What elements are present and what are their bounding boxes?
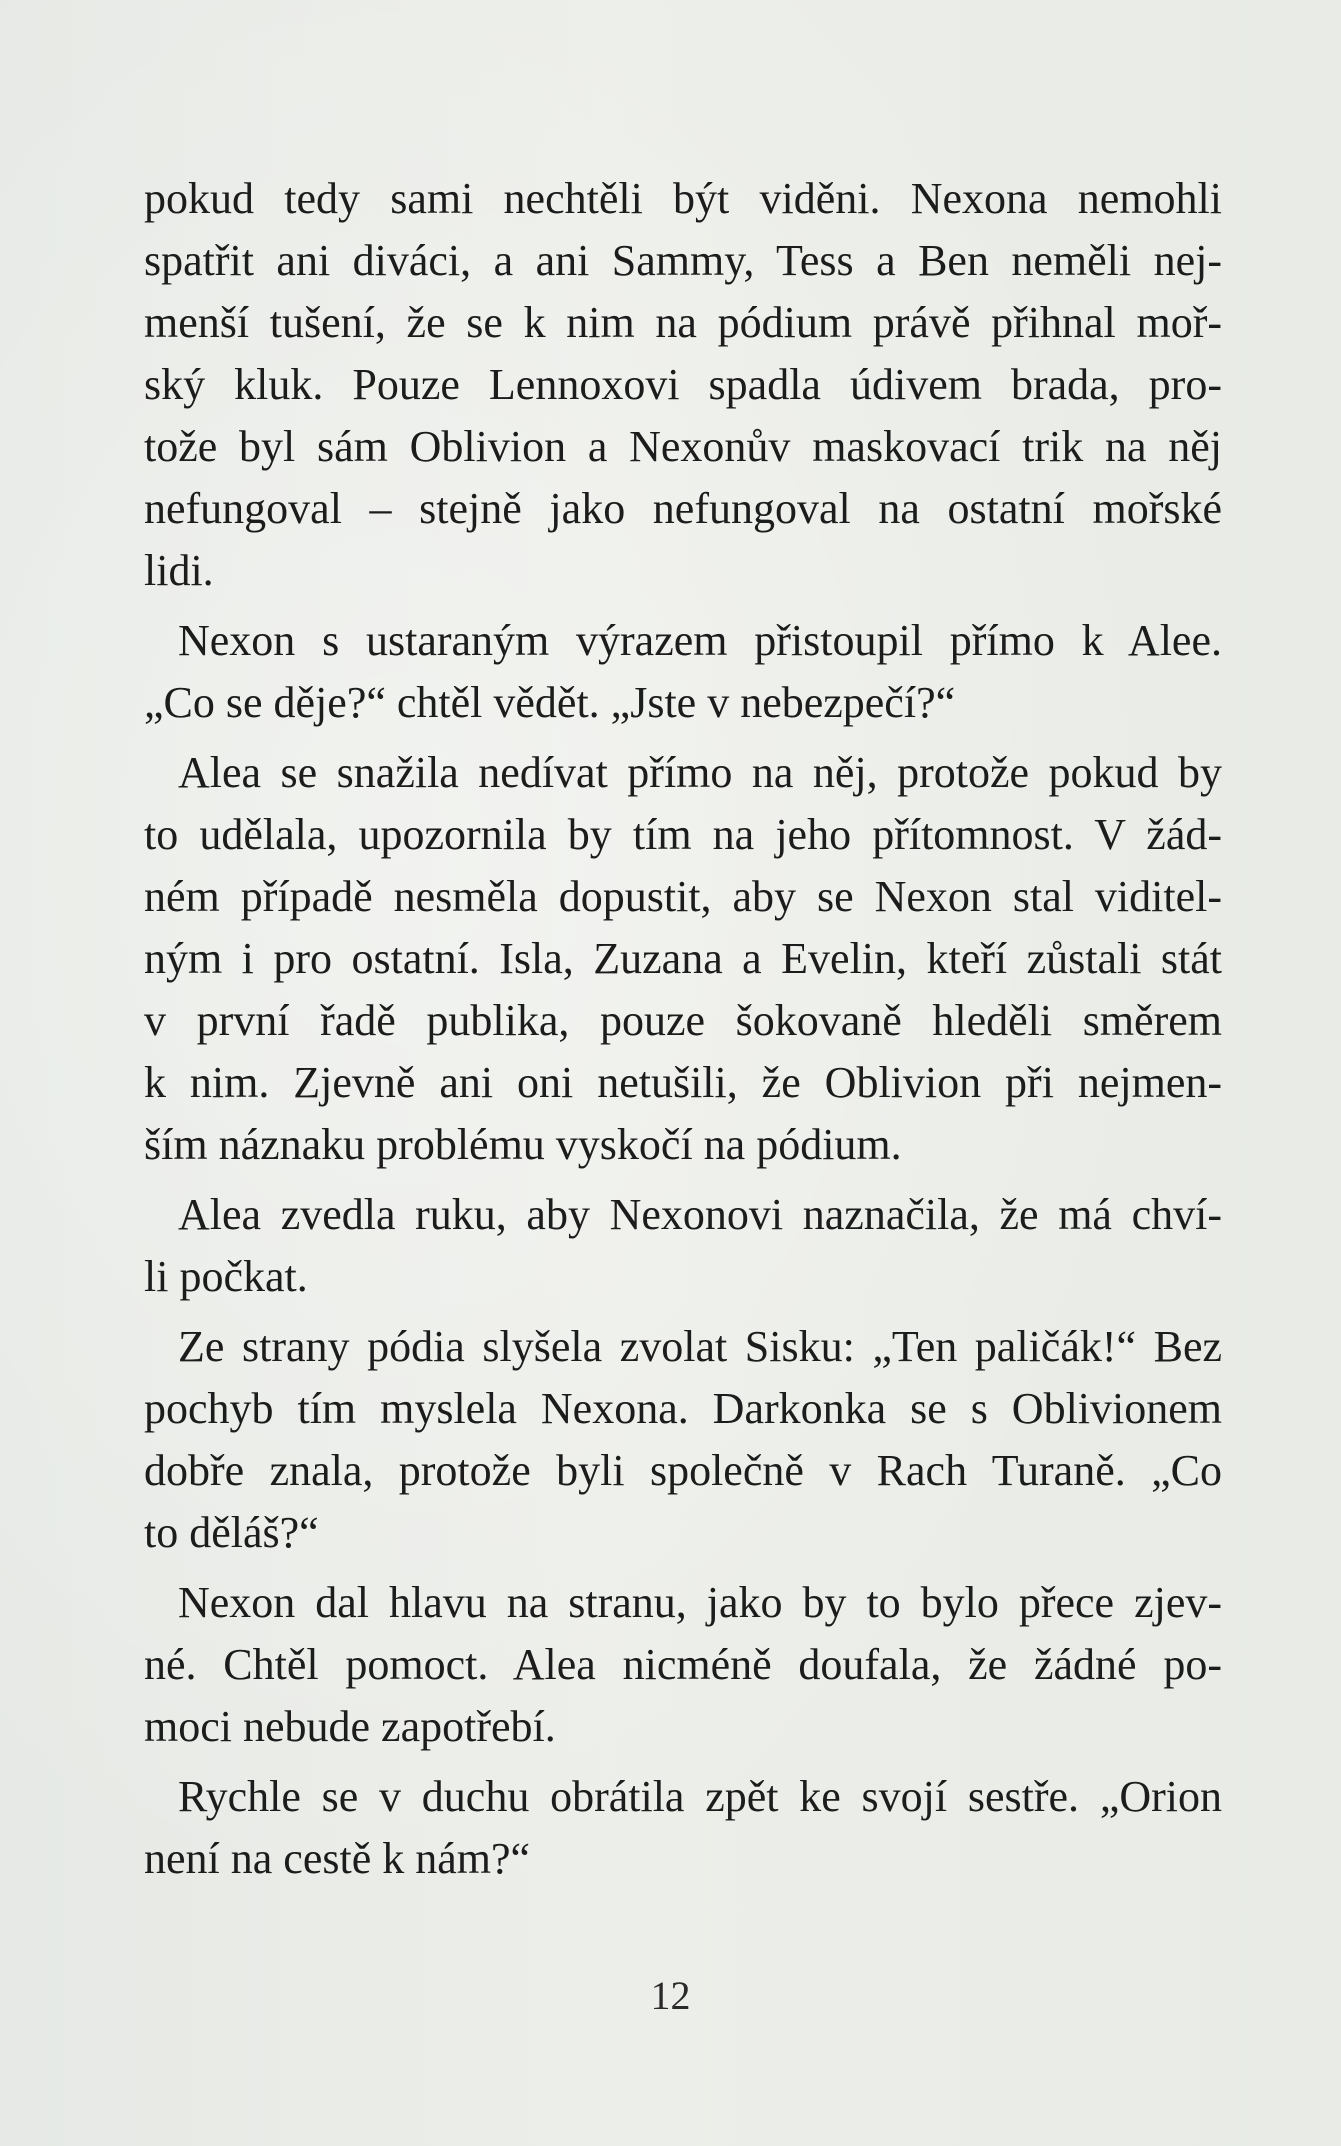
text-line: pochyb tím myslela Nexona. Darkonka se s Oblivionem <box>144 1384 1222 1433</box>
text-line: Ze strany pódia slyšela zvolat Sisku: „Ten paličák!“ Bez <box>178 1322 1222 1371</box>
text-line: ným i pro ostatní. Isla, Zuzana a Evelin, kteří zůstali stát <box>144 934 1222 983</box>
paragraph <box>144 1316 1222 1564</box>
text-line: nefungoval – stejně jako nefungoval na ostatní mořské <box>144 484 1222 533</box>
text-line: menší tušení, že se k nim na pódium právě přihnal moř- <box>144 298 1222 347</box>
text-line: ský kluk. Pouze Lennoxovi spadla údivem brada, pro- <box>144 360 1222 409</box>
paragraph <box>144 742 1222 1176</box>
text-line: né. Chtěl pomoct. Alea nicméně doufala, že žádné po- <box>144 1640 1222 1689</box>
body-text <box>144 168 1222 1898</box>
text-line: spatřit ani diváci, a ani Sammy, Tess a Ben neměli nej- <box>144 236 1222 285</box>
text-line: v první řadě publika, pouze šokovaně hleděli směrem <box>144 996 1222 1045</box>
text-line: to děláš?“ <box>144 1508 319 1557</box>
text-line: moci nebude zapotřebí. <box>144 1702 556 1751</box>
text-line: li počkat. <box>144 1252 308 1301</box>
page-number: 12 <box>650 1973 691 2018</box>
text-line: Nexon s ustaraným výrazem přistoupil přímo k Alee. <box>178 616 1222 665</box>
text-line: Nexon dal hlavu na stranu, jako by to bylo přece zjev- <box>178 1578 1222 1627</box>
text-line: tože byl sám Oblivion a Nexonův maskovací trik na něj <box>144 422 1222 471</box>
paragraph <box>144 1184 1222 1308</box>
paragraph <box>144 168 1222 602</box>
text-line: ném případě nesměla dopustit, aby se Nexon stal viditel- <box>144 872 1222 921</box>
text-line: Alea zvedla ruku, aby Nexonovi naznačila, že má chví- <box>178 1190 1222 1239</box>
text-line: „Co se děje?“ chtěl vědět. „Jste v nebezpečí?“ <box>144 678 956 727</box>
text-line: to udělala, upozornila by tím na jeho přítomnost. V žád- <box>144 810 1222 859</box>
text-line: Alea se snažila nedívat přímo na něj, protože pokud by <box>178 748 1222 797</box>
text-line: lidi. <box>144 546 214 595</box>
paragraph <box>144 1766 1222 1890</box>
text-line: pokud tedy sami nechtěli být viděni. Nexona nemohli <box>144 174 1222 223</box>
text-line: ším náznaku problému vyskočí na pódium. <box>144 1120 902 1169</box>
paragraph <box>144 1572 1222 1758</box>
text-line: Rychle se v duchu obrátila zpět ke svojí sestře. „Orion <box>178 1772 1222 1821</box>
paragraph <box>144 610 1222 734</box>
text-line: k nim. Zjevně ani oni netušili, že Oblivion při nejmen- <box>144 1058 1222 1107</box>
text-line: dobře znala, protože byli společně v Rach Turaně. „Co <box>144 1446 1222 1495</box>
text-line: není na cestě k nám?“ <box>144 1834 531 1883</box>
